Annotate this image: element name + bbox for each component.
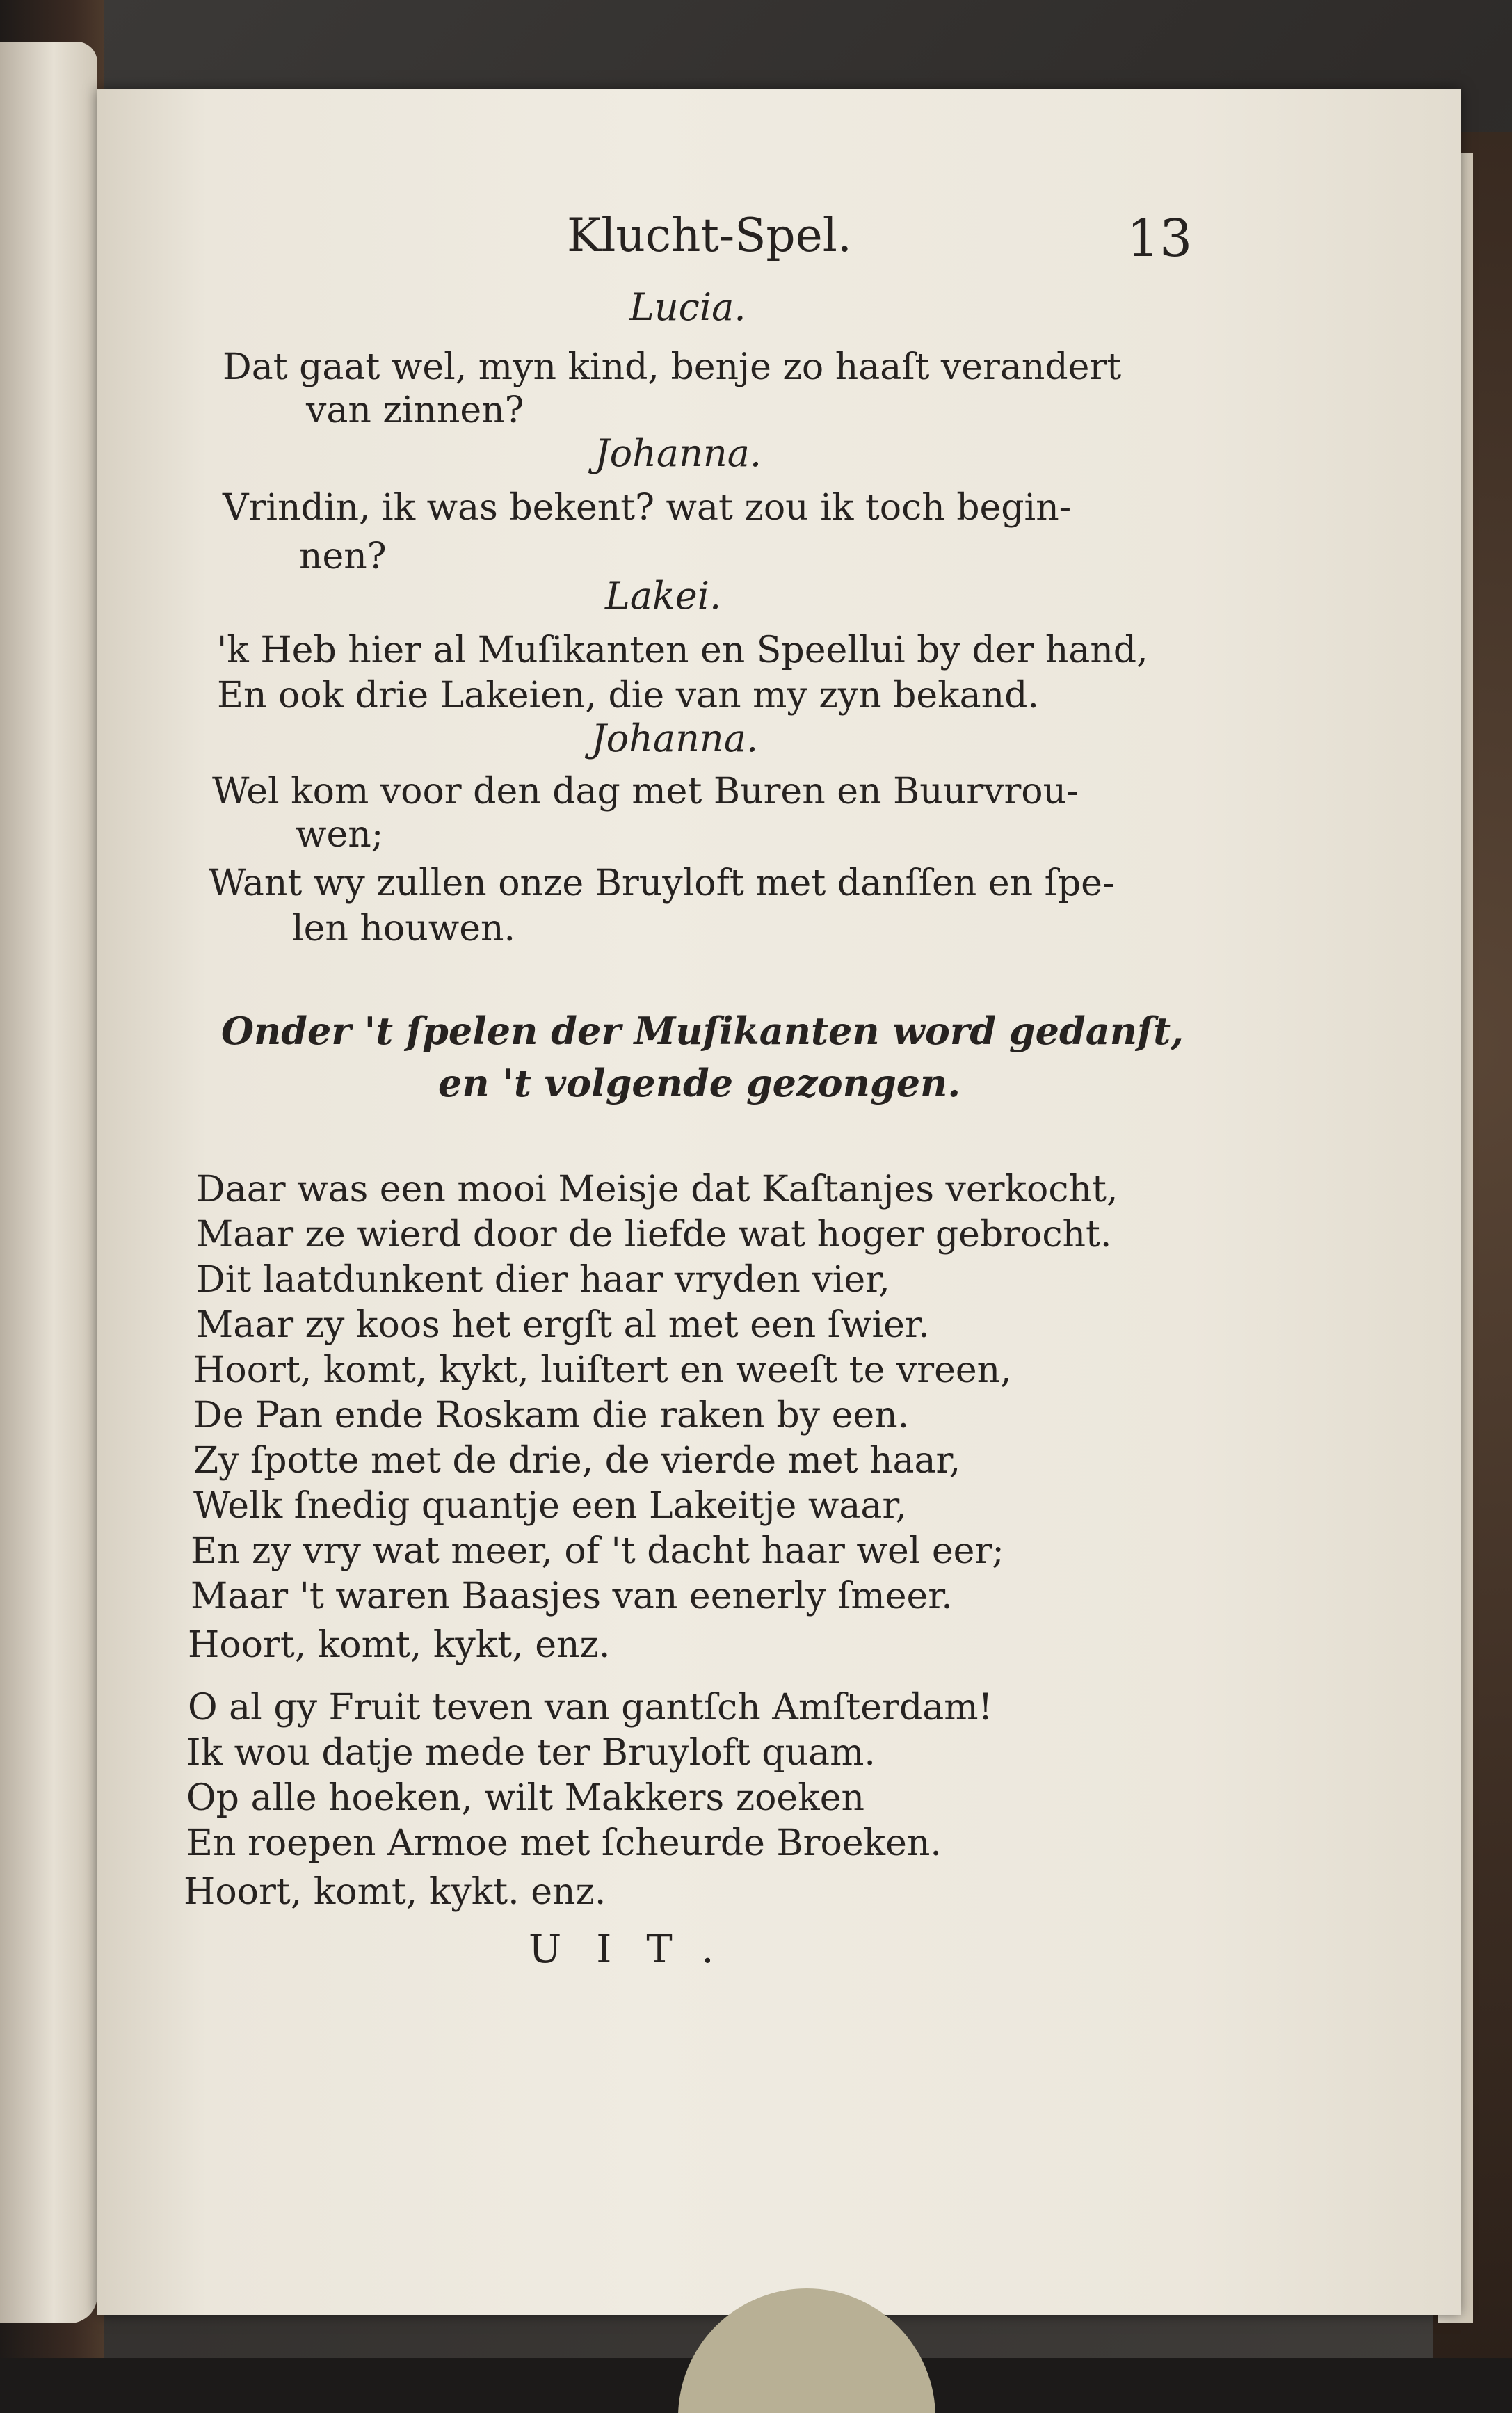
song-line: Maar zy koos het ergſt al met een ſwier. <box>196 1304 930 1346</box>
song-line: Zy ſpotte met de drie, de vierde met haar, <box>193 1440 961 1482</box>
stage-direction: Onder 't ſpelen der Muſikanten word gedanſt, <box>221 1009 1184 1053</box>
dialogue-line: Wel kom voor den dag met Buren en Buurvrou- <box>212 771 1079 812</box>
dialogue-line: Want wy zullen onze Bruyloft met danſſen en ſpe- <box>209 863 1115 904</box>
song-line: Dit laatdunkent dier haar vryden vier, <box>196 1259 890 1301</box>
running-title: Klucht-Spel. <box>567 209 852 262</box>
page-number: 13 <box>1127 209 1193 268</box>
stage-direction: en 't volgende gezongen. <box>438 1061 961 1105</box>
facing-page-edge <box>0 42 97 2323</box>
dialogue-line: nen? <box>299 536 387 577</box>
song-line: Welk ſnedig quantje een Lakeitje waar, <box>193 1485 908 1527</box>
song-line: Hoort, komt, kykt. enz. <box>184 1871 606 1913</box>
dialogue-line: 'k Heb hier al Muſikanten en Speellui by der hand, <box>217 630 1148 671</box>
dialogue-line: En ook drie Lakeien, die van my zyn bekand. <box>217 675 1039 716</box>
speaker-name: Johanna. <box>595 431 762 475</box>
song-line: O al gy Fruit teven van gantſch Amſterdam! <box>188 1687 993 1729</box>
speaker-name: Johanna. <box>591 716 759 760</box>
song-line: En roepen Armoe met ſcheurde Broeken. <box>186 1822 942 1864</box>
speaker-name: Lakei. <box>605 574 722 618</box>
song-line: Hoort, komt, kykt, enz. <box>188 1624 611 1666</box>
song-line: Maar ze wierd door de liefde wat hoger gebrocht. <box>196 1214 1112 1256</box>
song-line: De Pan ende Roskam die raken by een. <box>193 1395 910 1436</box>
dialogue-line: Vrindin, ik was bekent? wat zou ik toch begin- <box>223 487 1072 529</box>
dialogue-line: Dat gaat wel, myn kind, benje zo haaſt verandert <box>223 346 1122 388</box>
song-line: Hoort, komt, kykt, luiſtert en weeſt te vreen, <box>193 1349 1012 1391</box>
song-line: Maar 't waren Baasjes van eenerly ſmeer. <box>191 1576 953 1617</box>
song-line: Daar was een mooi Meisje dat Kaſtanjes verkocht, <box>196 1169 1118 1210</box>
dialogue-line: van zinnen? <box>306 390 524 431</box>
dialogue-line: wen; <box>296 814 384 856</box>
speaker-name: Lucia. <box>629 285 746 329</box>
song-line: Op alle hoeken, wilt Makkers zoeken <box>186 1777 864 1819</box>
song-line: En zy vry wat meer, of 't dacht haar wel eer; <box>191 1530 1004 1572</box>
song-line: Ik wou datje mede ter Bruyloft quam. <box>186 1732 876 1774</box>
dialogue-line: len houwen. <box>292 908 516 949</box>
ending-word: UIT. <box>529 1927 749 1972</box>
